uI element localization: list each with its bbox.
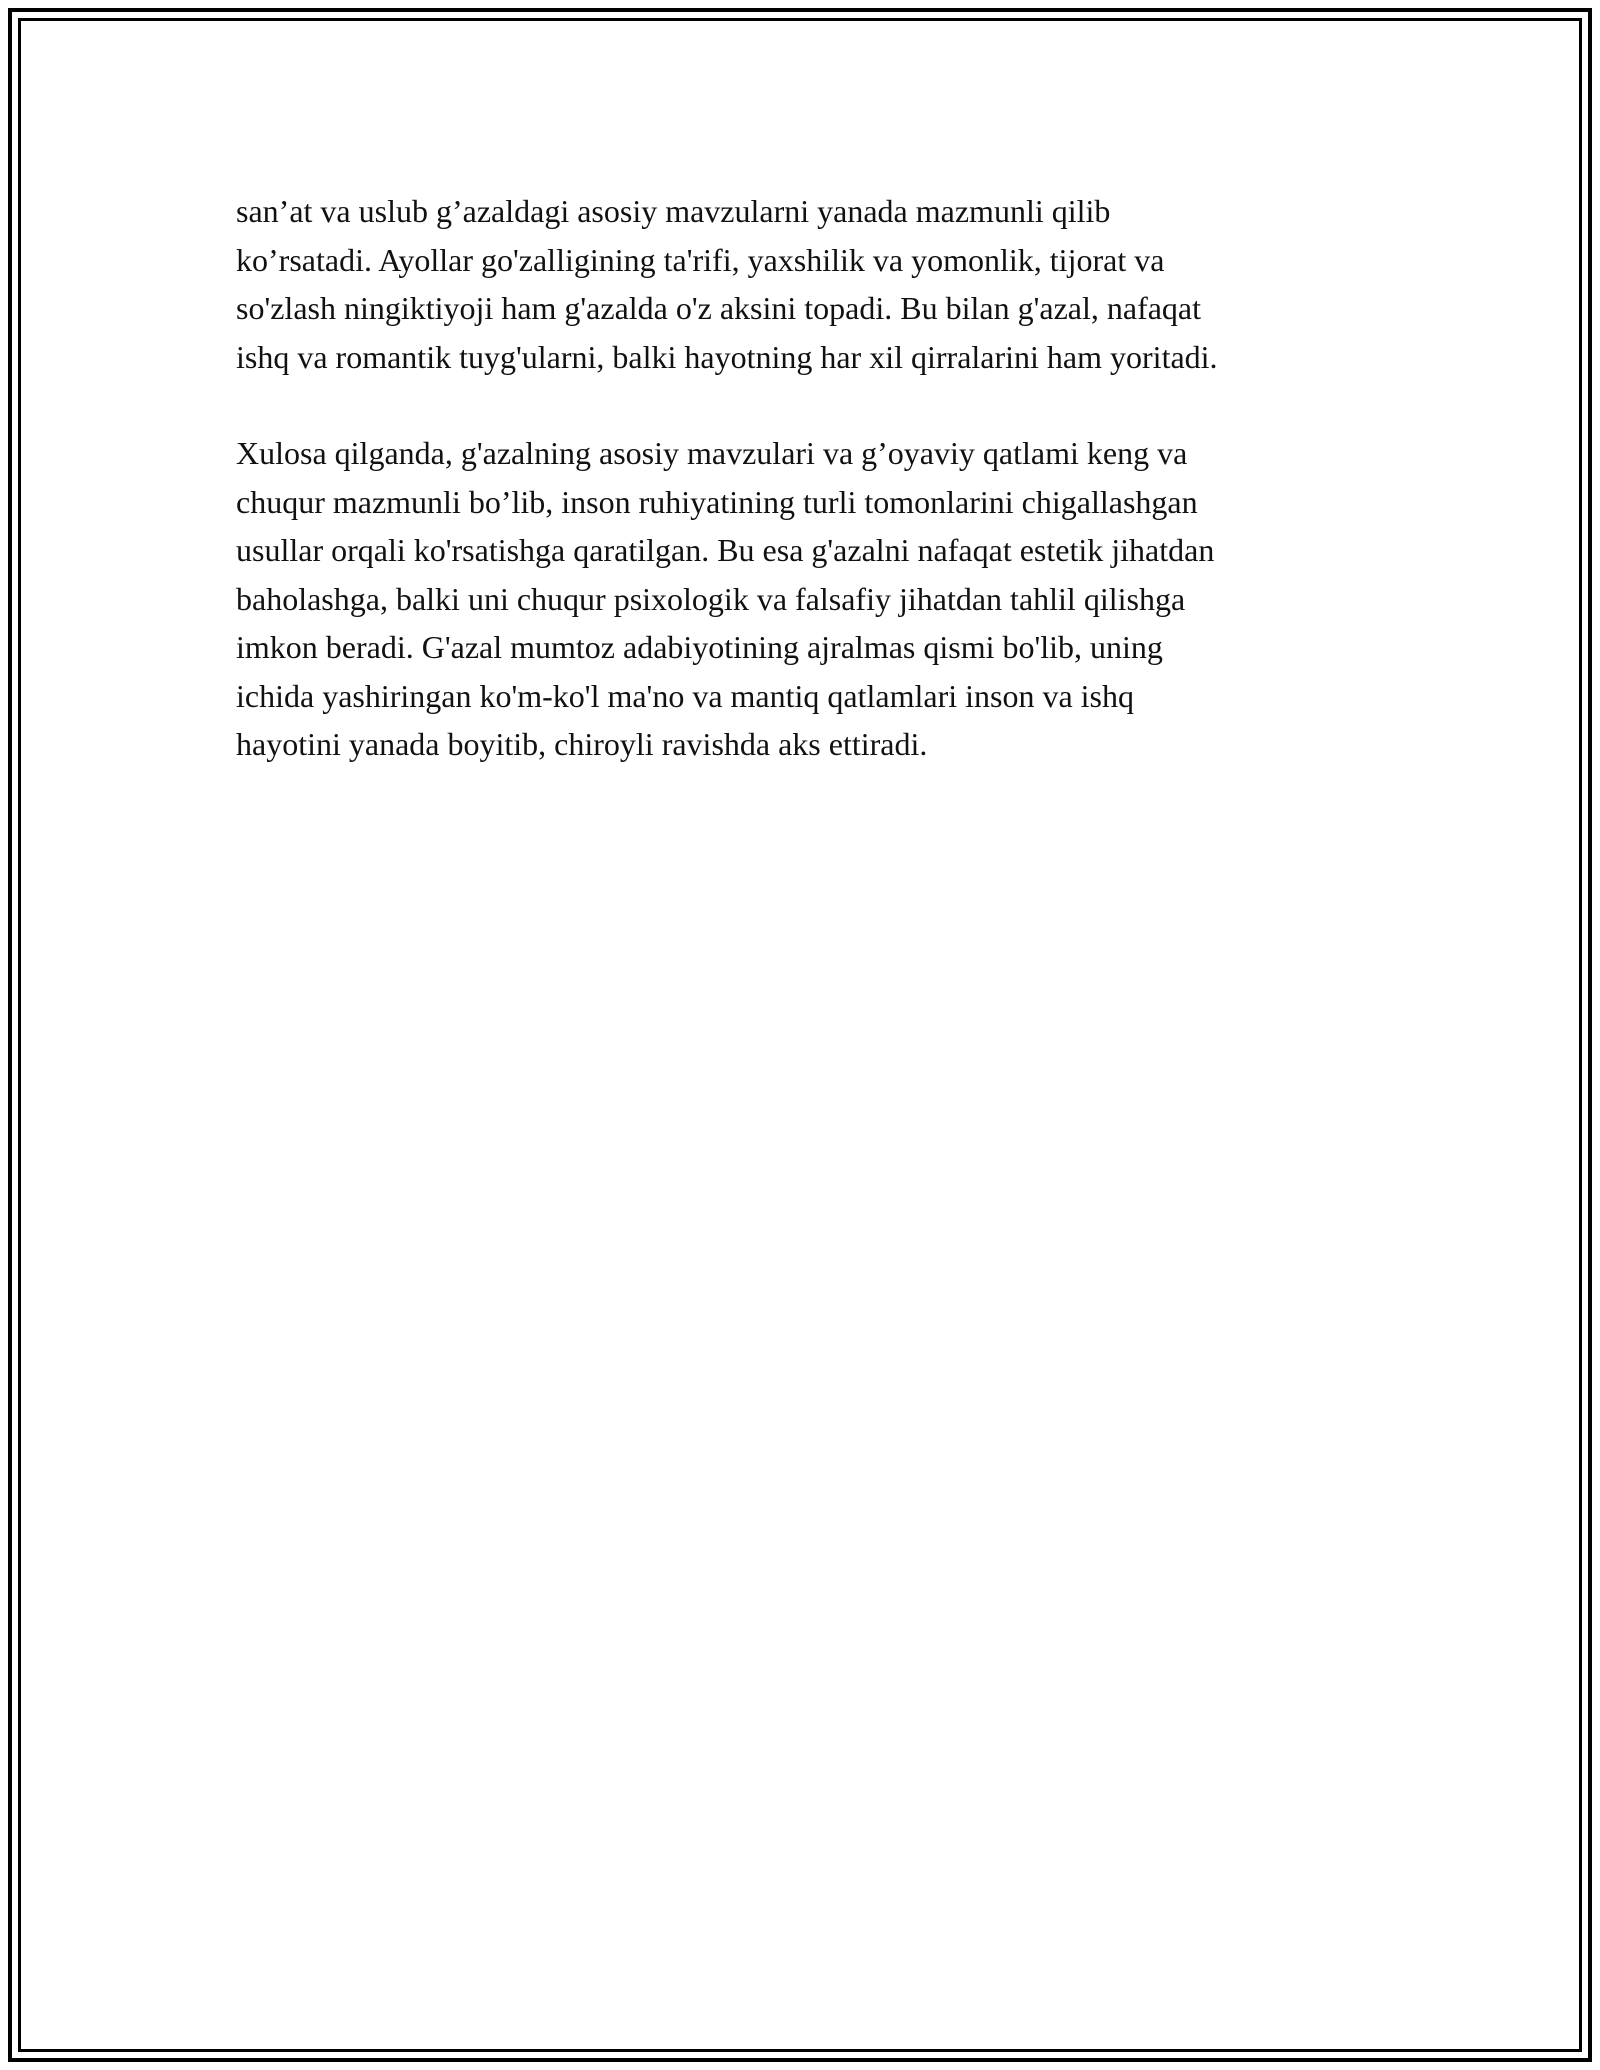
- document-body: [236, 187, 1366, 769]
- text-line: ishq va romantik tuyg'ularni, balki hayotning har xil qirralarini ham yoritadi.: [236, 338, 1218, 375]
- text-line: baholashga, balki uni chuqur psixologik va falsafiy jihatdan tahlil qilishga: [236, 580, 1186, 617]
- text-line: ichida yashiringan ko'm-ko'l ma'no va mantiq qatlamlari inson va ishq: [236, 677, 1134, 714]
- text-line: san’at va uslub g’azaldagi asosiy mavzularni yanada mazmunli qilib: [236, 193, 1111, 229]
- text-line: Xulosa qilganda, g'azalning asosiy mavzulari va g’oyaviy qatlami keng va: [236, 435, 1188, 471]
- text-line: usullar orqali ko'rsatishga qaratilgan. Bu esa g'azalni nafaqat estetik jihatdan: [236, 532, 1215, 568]
- paragraph-2: [236, 429, 1366, 769]
- text-line: imkon beradi. G'azal mumtoz adabiyotining ajralmas qismi bo'lib, uning: [236, 629, 1163, 665]
- text-line: hayotini yanada boyitib, chiroyli ravishda aks ettiradi.: [236, 726, 928, 762]
- paragraph-1: [236, 187, 1366, 381]
- page-outer-border: [8, 8, 1592, 2062]
- text-line: so'zlash ningiktiyoji ham g'azalda o'z aksini topadi. Bu bilan g'azal, nafaqat: [236, 290, 1202, 326]
- text-line: chuqur mazmunli bo’lib, inson ruhiyatining turli tomonlarini chigallashgan: [236, 483, 1198, 520]
- text-line: ko’rsatadi. Ayollar go'zalligining ta'rifi, yaxshilik va yomonlik, tijorat va: [236, 241, 1165, 278]
